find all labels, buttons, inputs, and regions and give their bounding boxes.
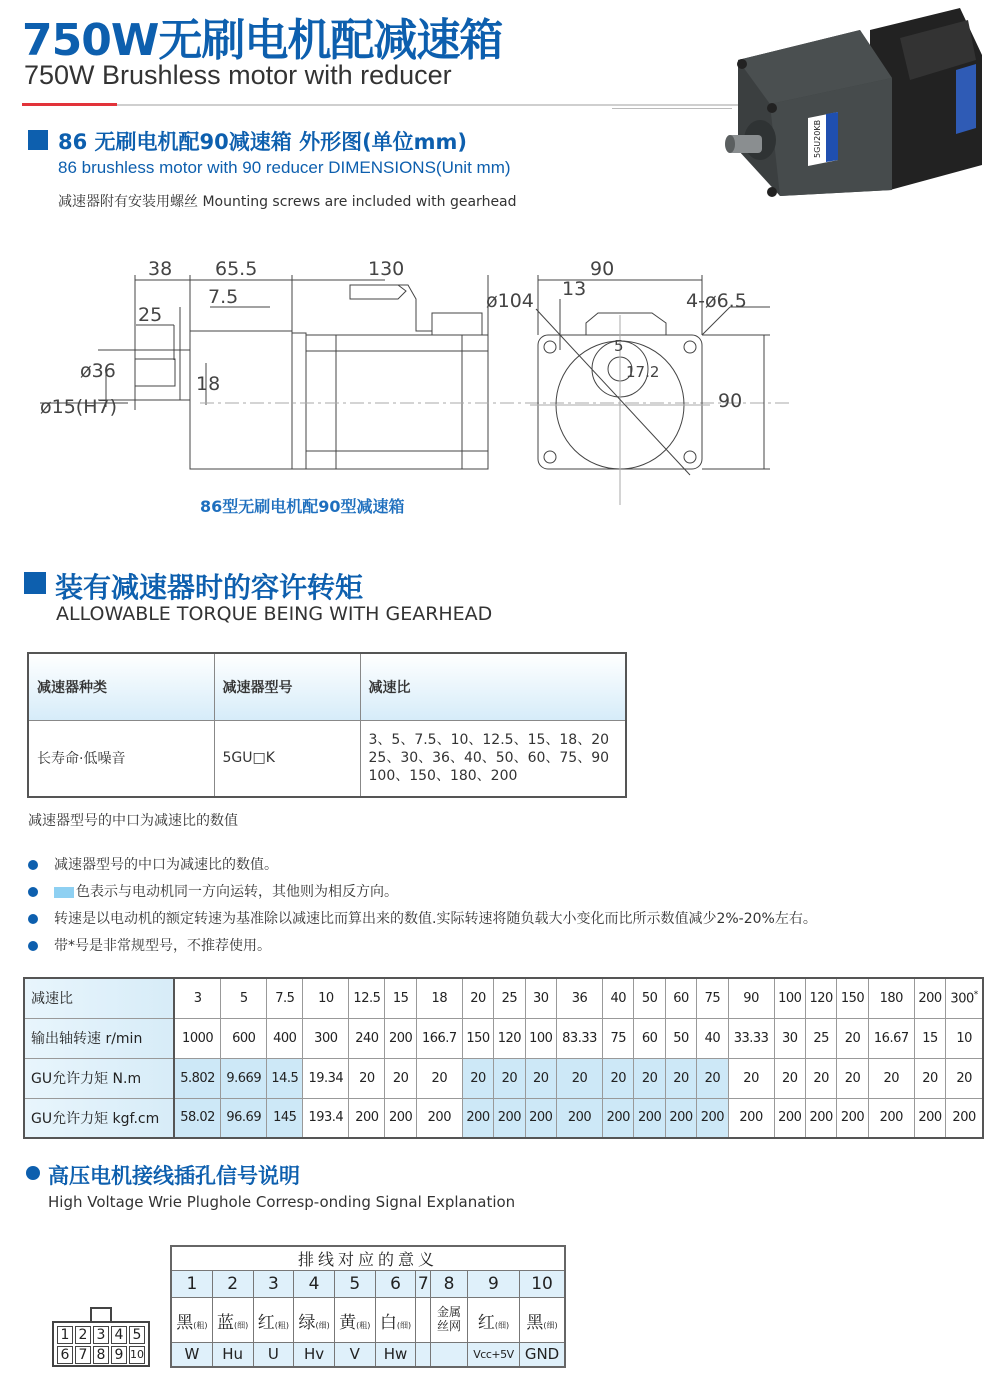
table-cell: 200 xyxy=(868,1098,914,1138)
wire-color-cell: 金属丝网 xyxy=(431,1298,468,1343)
cell-gearhead-type: 长寿命·低噪音 xyxy=(28,720,214,797)
table-cell: 200 xyxy=(774,1098,805,1138)
table-cell: 200 xyxy=(665,1098,696,1138)
dimension-drawing xyxy=(30,255,790,505)
table-cell: 150 xyxy=(837,978,868,1018)
table-cell: 83.33 xyxy=(556,1018,602,1058)
cell-gearhead-model: 5GU□K xyxy=(214,720,360,797)
dim-90-width: 90 xyxy=(590,258,615,280)
table-cell: 20 xyxy=(914,1058,945,1098)
table-cell: 200 xyxy=(603,1098,634,1138)
dim-65-5: 65.5 xyxy=(215,258,258,280)
connector-pin: 5 xyxy=(129,1326,145,1344)
wire-color-cell: 蓝(细) xyxy=(212,1298,253,1343)
dim-18: 18 xyxy=(196,373,221,395)
table-cell: 150 xyxy=(462,1018,493,1058)
signal-cell: V xyxy=(334,1343,375,1367)
table-cell: 5.802 xyxy=(174,1058,221,1098)
signal-cell: Hv xyxy=(294,1343,335,1367)
table-cell: 15 xyxy=(914,1018,945,1058)
table-cell: 50 xyxy=(634,978,665,1018)
pin-number-cell: 2 xyxy=(212,1271,253,1298)
table-cell: 9.669 xyxy=(221,1058,267,1098)
dim-7-5: 7.5 xyxy=(208,286,239,308)
table-cell: 60 xyxy=(634,1018,665,1058)
table-cell: 200 xyxy=(914,978,945,1018)
table-cell: 10 xyxy=(303,978,349,1018)
table-cell: 20 xyxy=(697,1058,728,1098)
list-item: 色表示与电动机同一方向运转，其他则为相反方向。 xyxy=(28,883,817,910)
signal-cell: U xyxy=(253,1343,294,1367)
table-cell: 20 xyxy=(416,1058,462,1098)
table-cell: 15 xyxy=(385,978,416,1018)
table-cell: 14.5 xyxy=(267,1058,303,1098)
dimensions-heading-cn: 86 无刷电机配90减速箱 外形图(单位mm) xyxy=(58,130,468,154)
table-cell: 20 xyxy=(946,1058,983,1098)
wire-color-cell xyxy=(416,1298,431,1343)
drawing-caption: 86型无刷电机配90型减速箱 xyxy=(200,497,405,516)
table-cell: 10 xyxy=(946,1018,983,1058)
cell-ratios xyxy=(360,720,626,797)
image-divider-line xyxy=(612,108,732,109)
motor-label-sticker xyxy=(956,64,976,134)
pin-number-cell: 3 xyxy=(253,1271,294,1298)
bullet-icon xyxy=(28,941,38,951)
row-label: 减速比 xyxy=(24,978,174,1018)
table-cell: 25 xyxy=(494,978,525,1018)
table-cell: 25 xyxy=(805,1018,836,1058)
pin-number-cell: 7 xyxy=(416,1271,431,1298)
table-cell: 50 xyxy=(665,1018,696,1058)
table-cell: 300* xyxy=(946,978,983,1018)
table-cell: 200 xyxy=(946,1098,983,1138)
ratio-line: 3、5、7.5、10、12.5、15、18、20 xyxy=(368,732,610,749)
signal-cell: Hu xyxy=(212,1343,253,1367)
connector-diagram xyxy=(52,1307,150,1367)
table-cell: 20 xyxy=(868,1058,914,1098)
table-cell: 20 xyxy=(385,1058,416,1098)
table-cell: 1000 xyxy=(174,1018,221,1058)
table-cell: 200 xyxy=(494,1098,525,1138)
row-label: GU允许力矩 N.m xyxy=(24,1058,174,1098)
wiring-table-title: 排线对应的意义 xyxy=(171,1246,565,1271)
dim-5-keyway: 5 xyxy=(614,337,624,355)
pin-number-cell: 6 xyxy=(375,1271,416,1298)
table-cell: 200 xyxy=(805,1098,836,1138)
header-divider xyxy=(22,104,742,106)
table-cell: 20 xyxy=(774,1058,805,1098)
wire-color-cell: 红(粗) xyxy=(253,1298,294,1343)
row-torque-kgfcm xyxy=(24,1098,983,1138)
row-pin-numbers xyxy=(171,1271,565,1298)
table-cell: 200 xyxy=(525,1098,556,1138)
wire-color-cell: 黄(粗) xyxy=(334,1298,375,1343)
table-cell: 200 xyxy=(697,1098,728,1138)
table-cell: 100 xyxy=(774,978,805,1018)
table-cell: 20 xyxy=(462,1058,493,1098)
page-title: 750W无刷电机配减速箱 xyxy=(22,15,503,66)
highlight-color-swatch xyxy=(54,887,74,898)
table-cell: 20 xyxy=(634,1058,665,1098)
connector-pin: 3 xyxy=(93,1326,109,1344)
signal-cell: Vcc+5V xyxy=(467,1343,519,1367)
table-cell: 145 xyxy=(267,1098,303,1138)
table-cell: 180 xyxy=(868,978,914,1018)
table-cell: 20 xyxy=(462,978,493,1018)
connector-pin: 10 xyxy=(129,1346,145,1364)
connector-pin: 6 xyxy=(57,1346,73,1364)
table-cell: 40 xyxy=(697,1018,728,1058)
table-cell: 40 xyxy=(603,978,634,1018)
ratio-line: 100、150、180、200 xyxy=(368,768,518,785)
front-view xyxy=(486,258,770,505)
table-cell: 300 xyxy=(303,1018,349,1058)
pin-number-cell: 8 xyxy=(431,1271,468,1298)
table-cell: 20 xyxy=(837,1018,868,1058)
bullet-icon xyxy=(28,860,38,870)
dim-25: 25 xyxy=(138,304,163,326)
wire-color-cell: 黑(细) xyxy=(520,1298,565,1343)
list-item: 转速是以电动机的额定转速为基准除以减速比而算出来的数值.实际转速将随负载大小变化而比所示数值减少2%-20%左右。 xyxy=(28,910,817,937)
list-item: 带*号是非常规型号，不推荐使用。 xyxy=(28,937,817,964)
connector-pin: 1 xyxy=(57,1326,73,1344)
signal-cell: GND xyxy=(520,1343,565,1367)
row-wire-colors xyxy=(171,1298,565,1343)
table-cell: 20 xyxy=(665,1058,696,1098)
signal-cell xyxy=(431,1343,468,1367)
table-cell: 200 xyxy=(385,1098,416,1138)
col-header-gearhead-type: 减速器种类 xyxy=(28,653,214,720)
pin-number-cell: 4 xyxy=(294,1271,335,1298)
pin-number-cell: 1 xyxy=(171,1271,212,1298)
dim-mounting-holes: 4-ø6.5 xyxy=(686,290,747,312)
table-cell: 20 xyxy=(525,1058,556,1098)
wire-color-cell: 绿(细) xyxy=(294,1298,335,1343)
table-cell: 16.67 xyxy=(868,1018,914,1058)
table-cell: 58.02 xyxy=(174,1098,221,1138)
col-header-ratio: 减速比 xyxy=(360,653,626,720)
table-cell: 36 xyxy=(556,978,602,1018)
connector-pin: 8 xyxy=(93,1346,109,1364)
section-marker-dot xyxy=(26,1166,40,1180)
pin-number-cell: 5 xyxy=(334,1271,375,1298)
side-view xyxy=(40,258,790,469)
spec-table xyxy=(23,977,984,1139)
section-marker-square xyxy=(24,572,46,594)
table-cell: 20 xyxy=(728,1058,774,1098)
signal-cell: Hw xyxy=(375,1343,416,1367)
table-cell: 200 xyxy=(837,1098,868,1138)
mounting-screws-note: 减速器附有安装用螺丝 Mounting screws are included with gearhead xyxy=(58,194,517,210)
table-cell: 200 xyxy=(556,1098,602,1138)
table-cell: 30 xyxy=(525,978,556,1018)
table-cell: 100 xyxy=(525,1018,556,1058)
connector-pin: 7 xyxy=(75,1346,91,1364)
table-cell: 12.5 xyxy=(349,978,385,1018)
dim-130: 130 xyxy=(368,258,405,280)
bullet-icon xyxy=(28,914,38,924)
table-cell: 75 xyxy=(697,978,728,1018)
list-item: 减速器型号的中口为减速比的数值。 xyxy=(28,856,817,883)
table-cell: 240 xyxy=(349,1018,385,1058)
table-cell: 33.33 xyxy=(728,1018,774,1058)
table-cell: 7.5 xyxy=(267,978,303,1018)
table-cell: 120 xyxy=(805,978,836,1018)
bullet-icon xyxy=(28,887,38,897)
gearhead-table-note: 减速器型号的中口为减速比的数值 xyxy=(28,813,238,829)
table-cell: 200 xyxy=(416,1098,462,1138)
row-label: GU允许力矩 kgf.cm xyxy=(24,1098,174,1138)
table-cell: 30 xyxy=(774,1018,805,1058)
nonstandard-mark: * xyxy=(973,990,978,1001)
table-cell: 200 xyxy=(914,1098,945,1138)
table-cell: 20 xyxy=(349,1058,385,1098)
col-header-gearhead-model: 减速器型号 xyxy=(214,653,360,720)
section-marker-square xyxy=(28,130,48,150)
table-cell: 200 xyxy=(634,1098,665,1138)
gearhead-table xyxy=(27,652,627,798)
table-cell: 19.34 xyxy=(303,1058,349,1098)
table-cell: 60 xyxy=(665,978,696,1018)
table-cell: 120 xyxy=(494,1018,525,1058)
table-cell: 200 xyxy=(462,1098,493,1138)
header-divider-accent xyxy=(22,103,117,106)
table-cell: 200 xyxy=(385,1018,416,1058)
dim-phi-15: ø15(H7) xyxy=(40,396,118,418)
dim-13: 13 xyxy=(562,278,587,300)
table-cell: 20 xyxy=(805,1058,836,1098)
row-label: 输出轴转速 r/min xyxy=(24,1018,174,1058)
dimensions-heading-en: 86 brushless motor with 90 reducer DIMENSIONS(Unit mm) xyxy=(58,158,511,177)
connector-pin: 2 xyxy=(75,1326,91,1344)
pin-number-cell: 10 xyxy=(520,1271,565,1298)
table-cell: 18 xyxy=(416,978,462,1018)
torque-heading-cn: 装有减速器时的容许转矩 xyxy=(55,571,364,604)
ratio-line: 25、30、36、40、50、60、75、90 xyxy=(368,750,610,767)
wiring-heading-en: High Voltage Wrie Plughole Corresp-onding Signal Explanation xyxy=(48,1193,516,1211)
row-speed xyxy=(24,1018,983,1058)
table-cell: 96.69 xyxy=(221,1098,267,1138)
gearbox-model-label: 5GU20KB xyxy=(813,119,822,158)
table-cell: 20 xyxy=(603,1058,634,1098)
signal-cell: W xyxy=(171,1343,212,1367)
table-cell: 75 xyxy=(603,1018,634,1058)
wiring-heading-cn: 高压电机接线插孔信号说明 xyxy=(48,1164,300,1188)
row-ratio xyxy=(24,978,983,1018)
connector-pin: 9 xyxy=(111,1346,127,1364)
connector-pin: 4 xyxy=(111,1326,127,1344)
wire-color-cell: 红(细) xyxy=(467,1298,519,1343)
pin-number-cell: 9 xyxy=(467,1271,519,1298)
table-cell: 600 xyxy=(221,1018,267,1058)
table-cell: 20 xyxy=(837,1058,868,1098)
torque-heading-en: ALLOWABLE TORQUE BEING WITH GEARHEAD xyxy=(56,603,493,625)
notes-list xyxy=(28,856,817,964)
row-torque-nm xyxy=(24,1058,983,1098)
table-cell: 90 xyxy=(728,978,774,1018)
wire-color-cell: 白(细) xyxy=(375,1298,416,1343)
page-subtitle: 750W Brushless motor with reducer xyxy=(24,60,452,90)
row-signals xyxy=(171,1343,565,1367)
signal-cell xyxy=(416,1343,431,1367)
dim-17-2: 17.2 xyxy=(626,363,660,381)
table-cell: 400 xyxy=(267,1018,303,1058)
table-cell: 193.4 xyxy=(303,1098,349,1138)
connector-body xyxy=(52,1321,150,1367)
table-cell: 200 xyxy=(728,1098,774,1138)
dim-phi-104: ø104 xyxy=(486,290,534,312)
dim-90-height: 90 xyxy=(718,390,743,412)
table-cell: 166.7 xyxy=(416,1018,462,1058)
table-cell: 20 xyxy=(494,1058,525,1098)
wiring-table xyxy=(170,1245,566,1368)
table-cell: 5 xyxy=(221,978,267,1018)
table-cell: 3 xyxy=(174,978,221,1018)
dim-phi-36: ø36 xyxy=(80,360,116,382)
wire-color-cell: 黑(粗) xyxy=(171,1298,212,1343)
product-image-motor xyxy=(720,0,990,200)
table-row xyxy=(28,720,626,797)
table-cell: 200 xyxy=(349,1098,385,1138)
dim-38: 38 xyxy=(148,258,173,280)
table-cell: 20 xyxy=(556,1058,602,1098)
